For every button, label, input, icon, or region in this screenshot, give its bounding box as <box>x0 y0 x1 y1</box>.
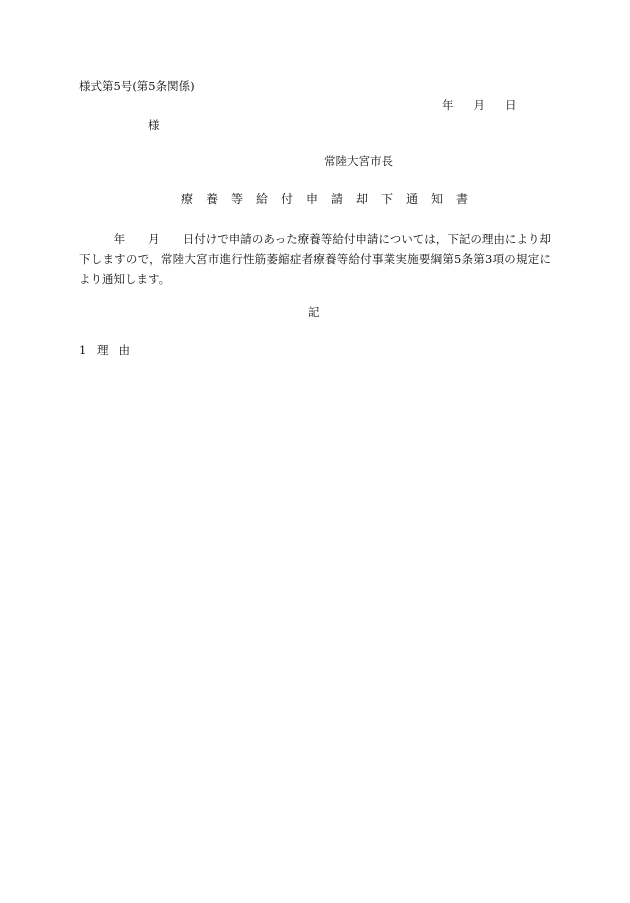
date-line <box>442 100 517 112</box>
section-reason <box>79 345 140 357</box>
body-paragraph: 年 月 日付けで申請のあった療養等給付申請については，下記の理由により却下しますので，常陸大宮市進行性筋萎縮症者療養等給付事業実施要綱第5条第3項の規定により通知します。 <box>79 232 551 286</box>
section-number: 1 <box>79 343 87 357</box>
record-label: 記 <box>308 305 320 319</box>
section-label: 理由 <box>97 343 140 357</box>
issuer-name: 常陸大宮市長 <box>324 154 393 168</box>
date-month: 月 <box>473 98 485 112</box>
addressee-suffix: 様 <box>148 118 160 132</box>
date-day: 日 <box>505 98 517 112</box>
form-number: 様式第5号(第5条関係) <box>79 79 195 93</box>
date-year: 年 <box>442 98 454 112</box>
document-title: 療養等給付申請却下通知書 <box>181 192 482 206</box>
